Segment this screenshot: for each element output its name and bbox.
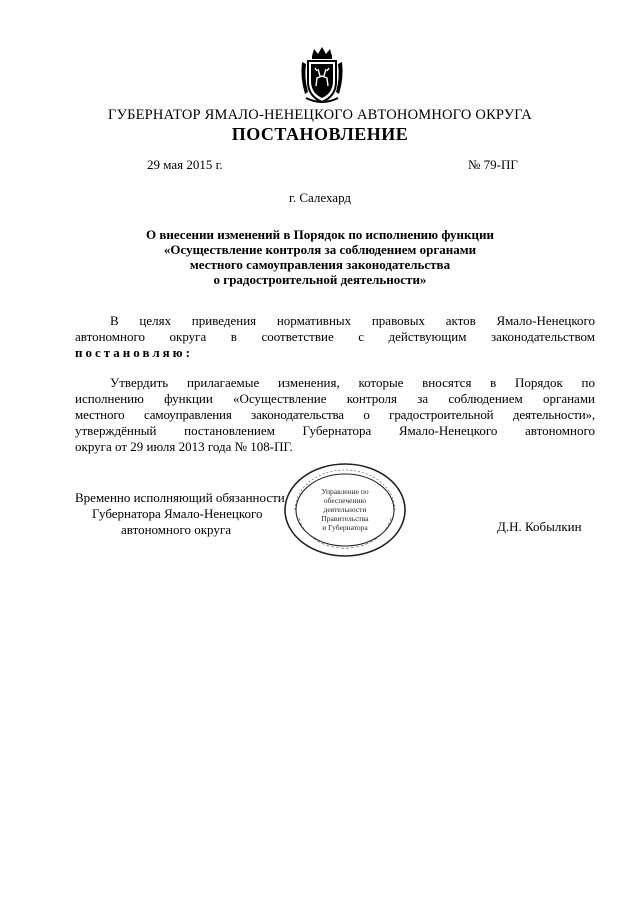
para1-line2: автономного округа в соответствие с действующим законодательством	[75, 329, 595, 344]
stamp-line-2: обеспечению	[323, 496, 367, 505]
stamp-line-1: Управление по	[321, 487, 369, 496]
stamp-line-4: Правительства	[321, 514, 369, 523]
para1-line1: В целях приведения нормативных правовых актов Ямало-Ненецкого	[110, 313, 595, 328]
issuer-heading: ГУБЕРНАТОР ЯМАЛО-НЕНЕЦКОГО АВТОНОМНОГО ОКРУГА	[108, 107, 532, 123]
document-city: г. Салехард	[288, 190, 352, 205]
document-type: ПОСТАНОВЛЕНИЕ	[231, 124, 409, 144]
para2-line1: Утвердить прилагаемые изменения, которые вносятся в Порядок по	[110, 375, 595, 390]
para2-line4: утверждённый постановлением Губернатора Ямало-Ненецкого автономного	[75, 423, 595, 438]
title-line-2: «Осуществление контроля за соблюдением органами	[163, 242, 477, 257]
official-seal-stamp	[281, 460, 409, 560]
title-line-1: О внесении изменений в Порядок по исполнению функции	[146, 227, 494, 242]
coat-of-arms-icon	[300, 46, 344, 106]
signer-position-line1: Временно исполняющий обязанности	[75, 490, 285, 505]
para2-line3: местного самоуправления законодательства о градостроительной деятельности»,	[75, 407, 595, 422]
title-line-4: о градостроительной деятельности»	[213, 272, 427, 287]
stamp-line-3: деятельности	[323, 505, 367, 514]
para2-line5: округа от 29 июля 2013 года № 108-ПГ.	[75, 439, 293, 454]
signer-position-line3: автономного округа	[121, 522, 231, 537]
signer-position-line2: Губернатора Ямало-Ненецкого	[92, 506, 263, 521]
para1-decree-word: постановляю:	[75, 345, 193, 360]
stamp-line-5: и Губернатора	[322, 523, 368, 532]
signer-name: Д.Н. Кобылкин	[497, 519, 582, 534]
document-date: 29 мая 2015 г.	[147, 157, 223, 172]
title-line-3: местного самоуправления законодательства	[189, 257, 451, 272]
para2-line2: исполнению функции «Осуществление контроля за соблюдением органами	[75, 391, 595, 406]
document-number: № 79-ПГ	[468, 157, 518, 172]
